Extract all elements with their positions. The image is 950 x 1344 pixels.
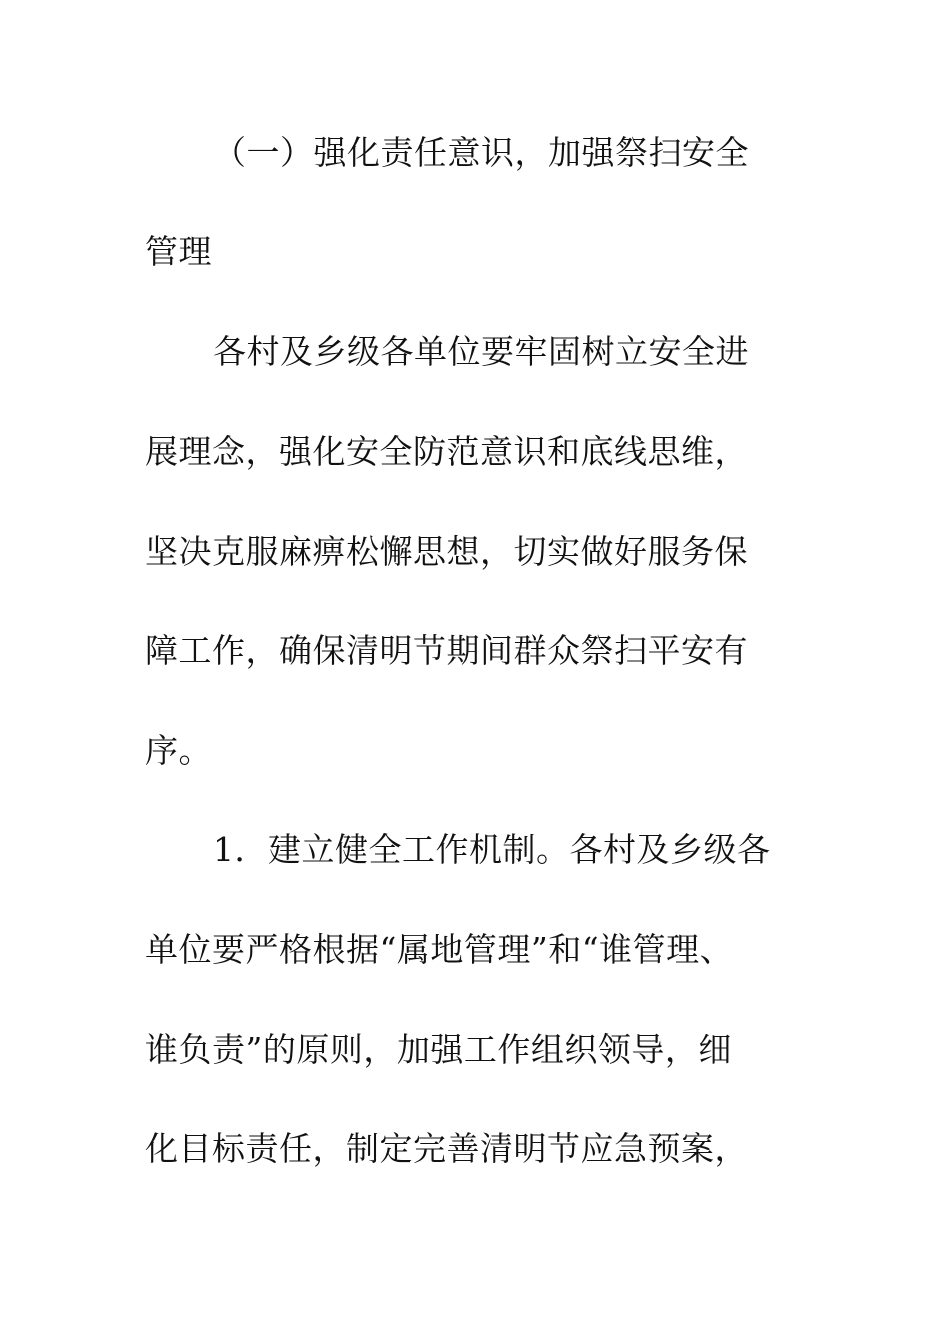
section-heading-line-1: （一）强化责任意识，加强祭扫安全 [213, 133, 749, 172]
section-heading-line-2: 管理 [145, 232, 212, 271]
paragraph-2-line-1: 1．建立健全工作机制。各村及乡级各 [213, 830, 771, 869]
paragraph-2-line-3: 谁负责”的原则，加强工作组织领导，细 [145, 1030, 732, 1069]
paragraph-2-line-2: 单位要严格根据“属地管理”和“谁管理、 [145, 930, 734, 969]
paragraph-1-line-4: 障工作，确保清明节期间群众祭扫平安有 [145, 631, 748, 670]
paragraph-1-line-2: 展理念，强化安全防范意识和底线思维， [145, 432, 748, 471]
paragraph-2-line-4: 化目标责任，制定完善清明节应急预案， [145, 1129, 748, 1168]
paragraph-1-line-1: 各村及乡级各单位要牢固树立安全进 [213, 332, 749, 371]
paragraph-1-line-3: 坚决克服麻痹松懈思想，切实做好服务保 [145, 532, 748, 571]
paragraph-1-line-5: 序。 [145, 731, 212, 770]
